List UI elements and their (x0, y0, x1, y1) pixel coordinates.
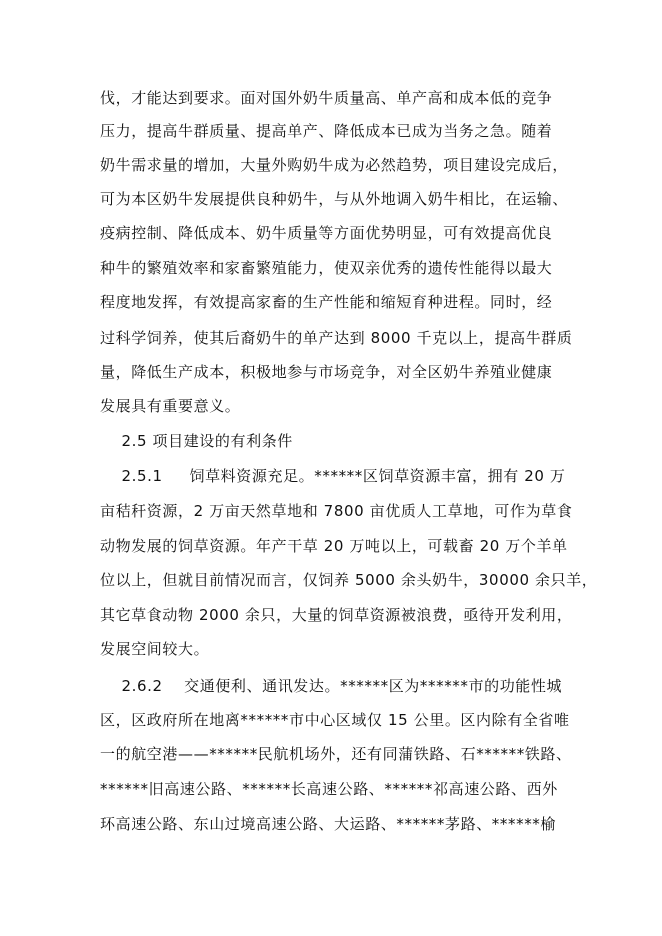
text-line: 程度地发挥，有效提高家畜的生产性能和缩短育种进程。同时，经 (100, 293, 553, 311)
text-line: 疫病控制、降低成本、奶牛质量等方面优势明显，可有效提高优良 (100, 224, 553, 242)
text-line: 位以上，但就目前情况而言，仅饲养 5000 余头奶牛，30000 余只羊， (100, 571, 598, 589)
text-line: 其它草食动物 2000 余只，大量的饲草资源被浪费，亟待开发利用， (100, 606, 573, 624)
text-line: 环高速公路、东山过境高速公路、大运路、******茅路、******榆 (100, 815, 557, 833)
text-line: 亩秸秆资源，2 万亩天然草地和 7800 亩优质人工草地，可作为草食 (100, 502, 573, 520)
text-line: 量，降低生产成本，积极地参与市场竞争，对全区奶牛养殖业健康 (100, 363, 553, 381)
text-line: 伐，才能达到要求。面对国外奶牛质量高、单产高和成本低的竞争 (100, 89, 553, 107)
text-line: 发展空间较大。 (100, 640, 210, 658)
text-line: ******旧高速公路、******长高速公路、******祁高速公路、西外 (100, 780, 558, 798)
text-line: 压力，提高牛群质量、提高单产、降低成本已成为当务之急。随着 (100, 122, 553, 140)
subsection-paragraph-start: 2.6.2 交通便利、通讯发达。******区为******市的功能性城 (100, 677, 563, 695)
text-line: 种牛的繁殖效率和家畜繁殖能力，使双亲优秀的遗传性能得以最大 (100, 259, 553, 277)
text-line: 过科学饲养，使其后裔奶牛的单产达到 8000 千克以上，提高牛群质 (100, 329, 573, 347)
text-line: 区，区政府所在地离******市中心区域仅 15 公里。区内除有全省唯 (100, 711, 570, 729)
text-line: 奶牛需求量的增加，大量外购奶牛成为必然趋势，项目建设完成后， (100, 156, 569, 174)
text-line: 一的航空港——******民航机场外，还有同蒲铁路、石******铁路、 (100, 745, 572, 763)
text-line: 动物发展的饲草资源。年产干草 20 万吨以上，可载畜 20 万个羊单 (100, 537, 568, 555)
section-heading: 2.5 项目建设的有利条件 (100, 432, 293, 450)
text-line: 发展具有重要意义。 (100, 397, 241, 415)
text-line: 可为本区奶牛发展提供良种奶牛，与从外地调入奶牛相比，在运输、 (100, 190, 569, 208)
subsection-paragraph-start: 2.5.1 饲草料资源充足。******区饲草资源丰富，拥有 20 万 (100, 467, 566, 485)
